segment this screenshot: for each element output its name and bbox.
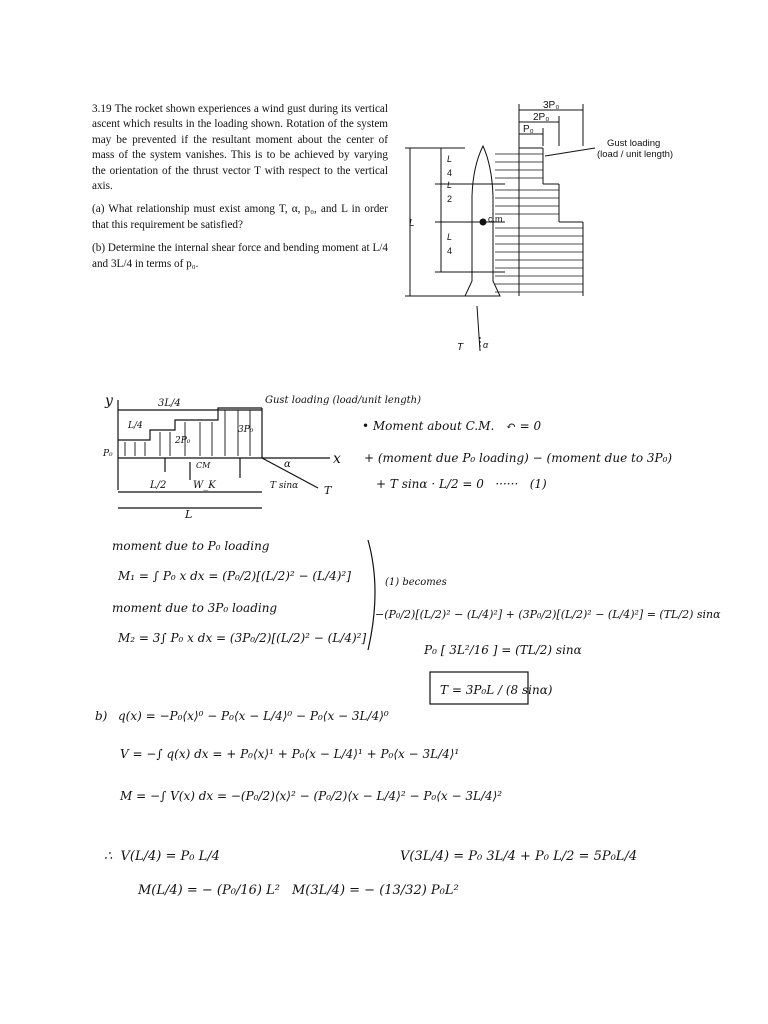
label-2p0: 2P₀: [533, 112, 550, 123]
sketch-3L4: 3L/4: [158, 398, 181, 409]
dim-L2-num: L: [447, 180, 453, 190]
simplified-equation: P₀ [ 3L²/16 ] = (TL/2) sinα: [424, 643, 582, 657]
sketch-p0: P₀: [103, 449, 113, 459]
sketch-L2: L/2: [150, 480, 167, 491]
sketch-x-axis: x: [333, 451, 341, 467]
q-equation: q(x) = −P₀⟨x⟩⁰ − P₀⟨x − L/4⟩⁰ − P₀⟨x − 3L/4⟩⁰: [118, 709, 389, 723]
m1-equation: M₁ = ∫ P₀ x dx = (P₀/2)[(L/2)² − (L/4)²]: [118, 569, 351, 583]
gust-unit-label: (load / unit length): [597, 149, 674, 160]
m-equation: M = −∫ V(x) dx = −(P₀/2)⟨x⟩² − (P₀/2)⟨x − L/4⟩² − P₀⟨x − 3L/4⟩²: [120, 789, 503, 803]
sketch-2p0: 2P₀: [175, 436, 191, 446]
dim-L4-lower-den: 4: [447, 246, 453, 256]
brace: [368, 540, 375, 650]
m-at-L4: M(L/4) = − (P₀/16) L²: [138, 883, 280, 898]
combined-equation: −(P₀/2)[(L/2)² − (L/4)²] + (3P₀/2)[(L/2)² − (L/4)²] = (TL/2) sinα: [375, 608, 721, 621]
label-p0: P₀: [523, 124, 534, 135]
part-b-label: b): [95, 709, 108, 723]
sketch-cm: CM: [196, 461, 211, 470]
problem-number: 3.19: [92, 103, 112, 115]
dim-L4-num: L: [447, 154, 453, 164]
v-at-L4: ∴ V(L/4) = P₀ L/4: [104, 849, 220, 864]
problem-part-a: (a) What relationship must exist among T, α, p₀, and L in order that this requirement be satisfied?: [92, 203, 388, 231]
becomes-label: (1) becomes: [385, 577, 447, 588]
thrust-label: T: [457, 342, 464, 353]
m2-equation: M₂ = 3∫ P₀ x dx = (3P₀/2)[(L/2)² − (L/4)²]: [118, 631, 367, 645]
m1-title: moment due to P₀ loading: [112, 539, 270, 553]
sketch-tsin: T sinα: [270, 481, 299, 491]
dim-L4-den: 4: [447, 168, 453, 178]
sketch-wk: W_K: [193, 480, 216, 491]
dim-L: L: [409, 218, 415, 229]
v-at-3L4: V(3L/4) = P₀ 3L/4 + P₀ L/2 = 5P₀L/4: [400, 849, 638, 864]
sketch-y-axis: y: [105, 393, 113, 409]
dim-L2-den: 2: [447, 194, 453, 204]
cm-label: c.m: [488, 214, 503, 224]
m-at-3L4: M(3L/4) = − (13/32) P₀L²: [292, 883, 459, 898]
moment-equation: + (moment due P₀ loading) − (moment due to 3P₀): [364, 451, 673, 465]
result-equation: T = 3P₀L / (8 sinα): [440, 683, 553, 697]
sketch-gust-label: Gust loading (load/unit length): [265, 395, 422, 406]
sketch-t: T: [324, 484, 332, 497]
sketch-L4: L/4: [128, 421, 143, 431]
moment-heading: • Moment about C.M. ↶ = 0: [362, 419, 542, 433]
v-equation: V = −∫ q(x) dx = + P₀⟨x⟩¹ + P₀⟨x − L/4⟩¹ + P₀⟨x − 3L/4⟩¹: [120, 747, 460, 761]
sketch-load-arrows: [125, 410, 250, 456]
moment-equation-2: + T sinα · L/2 = 0 ······ (1): [376, 477, 547, 491]
problem-part-b: (b) Determine the internal shear force and bending moment at L/4 and 3L/4 in terms of p₀.: [92, 242, 388, 270]
problem-intro: 3.19 The rocket shown experiences a wind gust during its vertical ascent which results in the loading shown. Rotation of the system may be prevented if the resultant moment about the center of mass of the system vanishes. This is to be achieved by varying the orientation of the thrust vector T with respect to the vertical axis.: [92, 103, 388, 193]
sketch-3p0: 3P₀: [238, 425, 254, 435]
gust-label: Gust loading: [607, 138, 661, 149]
dim-L4-lower-num: L: [447, 232, 453, 242]
m2-title: moment due to 3P₀ loading: [112, 601, 278, 615]
solution-sketch: [118, 400, 330, 508]
sketch-alpha: α: [284, 459, 291, 470]
sketch-L: L: [185, 508, 193, 521]
alpha-label: α: [483, 340, 489, 350]
label-3p0: 3P₀: [543, 100, 560, 111]
